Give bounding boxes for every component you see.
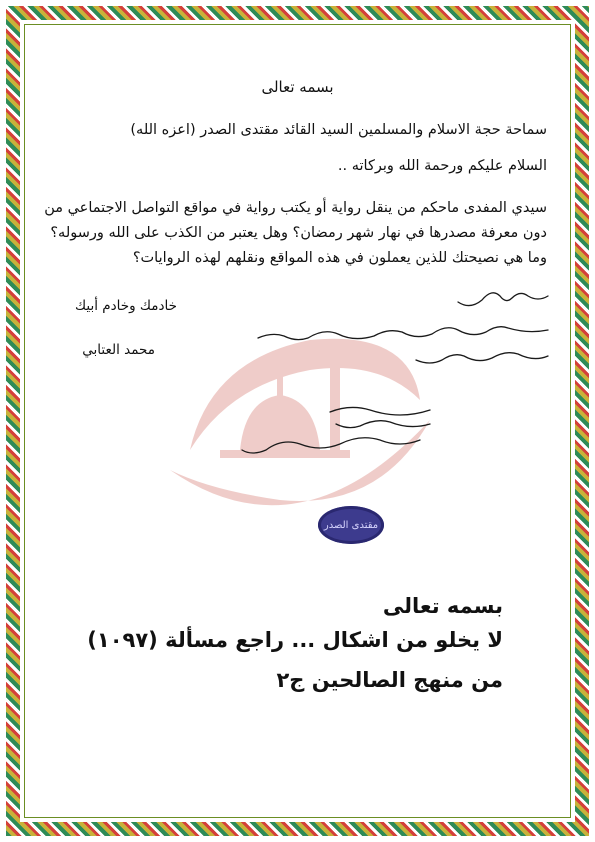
salutation-line: السلام عليكم ورحمة الله وبركاته .. (337, 158, 547, 174)
answer-line-1: لا يخلو من اشكال ... راجع مسألة (١٠٩٧) (87, 628, 503, 652)
question-paragraph: سيدي المفدى ماحكم من ينقل رواية أو يكتب رواية في مواقع التواصل الاجتماعي من دون معرفة مصدرها في نهار شهر رمضان؟ وهل يعتبر من الكذب على الله ورسوله؟ وما هي نصيحتك للذين يعملون في هذه المواقع ونقلهم لهذه الروايات؟ (44, 200, 547, 266)
sender-name: محمد العتابي (82, 342, 155, 358)
answer-heading: بسمه تعالى (382, 594, 503, 618)
closing-line: خادمك وخادم أبيك (75, 298, 177, 314)
addressee-line: سماحة حجة الاسلام والمسلمين السيد القائد مقتدى الصدر (اعزه الله) (130, 122, 547, 138)
answer-line-2: من منهج الصالحين ج٢ (276, 668, 503, 692)
official-seal-stamp (318, 506, 384, 544)
letter-heading: بسمه تعالى (261, 78, 334, 96)
seal-text: مقتدى الصدر (323, 519, 379, 531)
